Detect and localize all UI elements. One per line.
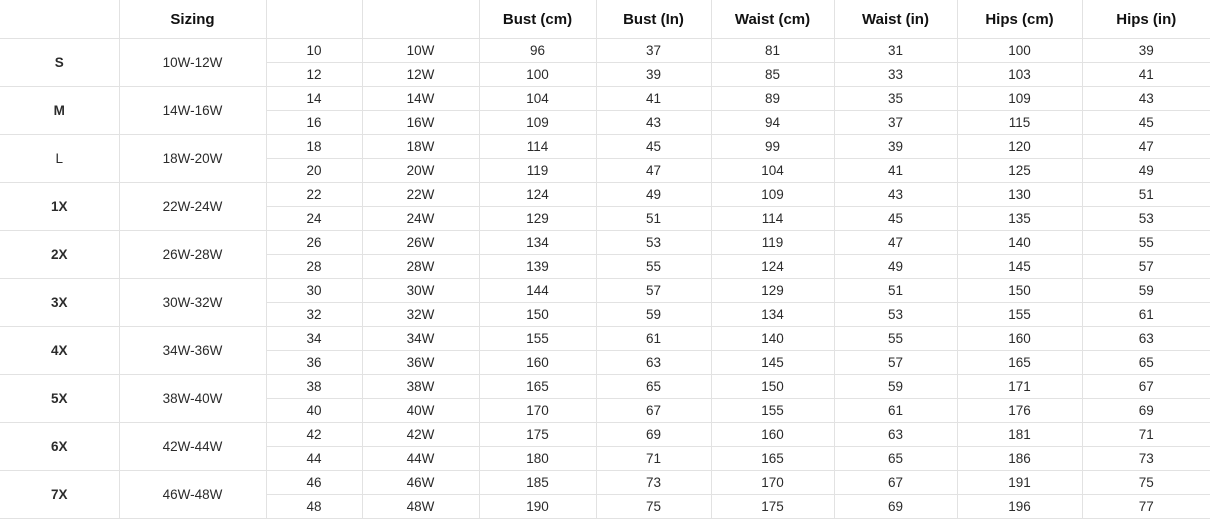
cell-w-size: 24W bbox=[362, 207, 479, 231]
cell-bust-in: 61 bbox=[596, 327, 711, 351]
cell-waist-cm: 134 bbox=[711, 303, 834, 327]
cell-bust-cm: 104 bbox=[479, 87, 596, 111]
header-cell-waist-cm: Waist (cm) bbox=[711, 0, 834, 39]
cell-waist-cm: 170 bbox=[711, 471, 834, 495]
cell-w-size: 22W bbox=[362, 183, 479, 207]
cell-waist-cm: 119 bbox=[711, 231, 834, 255]
header-cell-hips-cm: Hips (cm) bbox=[957, 0, 1082, 39]
cell-numeric-size: 28 bbox=[266, 255, 362, 279]
table-body bbox=[0, 39, 1210, 519]
table-row bbox=[0, 87, 1210, 111]
cell-hips-cm: 176 bbox=[957, 399, 1082, 423]
cell-bust-cm: 139 bbox=[479, 255, 596, 279]
cell-bust-in: 69 bbox=[596, 423, 711, 447]
cell-bust-cm: 180 bbox=[479, 447, 596, 471]
table-row bbox=[0, 183, 1210, 207]
cell-bust-in: 73 bbox=[596, 471, 711, 495]
header-row bbox=[0, 0, 1210, 39]
cell-size-alpha: M bbox=[0, 87, 119, 135]
cell-numeric-size: 46 bbox=[266, 471, 362, 495]
cell-hips-in: 69 bbox=[1082, 399, 1210, 423]
cell-size-alpha: 7X bbox=[0, 471, 119, 519]
cell-bust-in: 37 bbox=[596, 39, 711, 63]
cell-hips-cm: 191 bbox=[957, 471, 1082, 495]
cell-bust-cm: 170 bbox=[479, 399, 596, 423]
table-row bbox=[0, 327, 1210, 351]
cell-hips-in: 57 bbox=[1082, 255, 1210, 279]
cell-waist-in: 69 bbox=[834, 495, 957, 519]
table-row bbox=[0, 375, 1210, 399]
cell-bust-in: 49 bbox=[596, 183, 711, 207]
cell-bust-in: 75 bbox=[596, 495, 711, 519]
cell-hips-cm: 171 bbox=[957, 375, 1082, 399]
cell-numeric-size: 48 bbox=[266, 495, 362, 519]
header-cell-bust-in: Bust (In) bbox=[596, 0, 711, 39]
cell-numeric-size: 12 bbox=[266, 63, 362, 87]
cell-numeric-size: 24 bbox=[266, 207, 362, 231]
cell-waist-cm: 109 bbox=[711, 183, 834, 207]
cell-waist-cm: 81 bbox=[711, 39, 834, 63]
cell-hips-cm: 100 bbox=[957, 39, 1082, 63]
cell-numeric-size: 18 bbox=[266, 135, 362, 159]
cell-w-size: 40W bbox=[362, 399, 479, 423]
cell-waist-cm: 150 bbox=[711, 375, 834, 399]
cell-hips-cm: 135 bbox=[957, 207, 1082, 231]
cell-size-alpha: L bbox=[0, 135, 119, 183]
cell-size-w-range: 10W-12W bbox=[119, 39, 266, 87]
cell-size-alpha: 3X bbox=[0, 279, 119, 327]
cell-size-w-range: 38W-40W bbox=[119, 375, 266, 423]
cell-hips-cm: 109 bbox=[957, 87, 1082, 111]
cell-hips-cm: 181 bbox=[957, 423, 1082, 447]
header-cell-waist-in: Waist (in) bbox=[834, 0, 957, 39]
cell-w-size: 10W bbox=[362, 39, 479, 63]
cell-waist-in: 51 bbox=[834, 279, 957, 303]
cell-hips-cm: 196 bbox=[957, 495, 1082, 519]
cell-bust-cm: 96 bbox=[479, 39, 596, 63]
cell-w-size: 48W bbox=[362, 495, 479, 519]
cell-numeric-size: 26 bbox=[266, 231, 362, 255]
cell-bust-cm: 185 bbox=[479, 471, 596, 495]
cell-w-size: 12W bbox=[362, 63, 479, 87]
cell-bust-in: 47 bbox=[596, 159, 711, 183]
cell-hips-in: 39 bbox=[1082, 39, 1210, 63]
cell-waist-in: 61 bbox=[834, 399, 957, 423]
cell-size-w-range: 46W-48W bbox=[119, 471, 266, 519]
cell-numeric-size: 14 bbox=[266, 87, 362, 111]
cell-waist-cm: 104 bbox=[711, 159, 834, 183]
cell-waist-in: 49 bbox=[834, 255, 957, 279]
cell-waist-in: 33 bbox=[834, 63, 957, 87]
cell-hips-cm: 165 bbox=[957, 351, 1082, 375]
cell-hips-cm: 186 bbox=[957, 447, 1082, 471]
cell-waist-in: 47 bbox=[834, 231, 957, 255]
cell-waist-cm: 114 bbox=[711, 207, 834, 231]
cell-waist-in: 45 bbox=[834, 207, 957, 231]
cell-size-alpha: 1X bbox=[0, 183, 119, 231]
cell-bust-cm: 175 bbox=[479, 423, 596, 447]
cell-w-size: 38W bbox=[362, 375, 479, 399]
cell-numeric-size: 38 bbox=[266, 375, 362, 399]
cell-bust-in: 55 bbox=[596, 255, 711, 279]
cell-waist-cm: 94 bbox=[711, 111, 834, 135]
cell-hips-in: 51 bbox=[1082, 183, 1210, 207]
header-cell-blank-3 bbox=[362, 0, 479, 39]
cell-hips-in: 75 bbox=[1082, 471, 1210, 495]
table-row bbox=[0, 39, 1210, 63]
cell-waist-cm: 155 bbox=[711, 399, 834, 423]
cell-size-w-range: 26W-28W bbox=[119, 231, 266, 279]
cell-w-size: 18W bbox=[362, 135, 479, 159]
cell-bust-cm: 150 bbox=[479, 303, 596, 327]
header-cell-blank-2 bbox=[266, 0, 362, 39]
cell-waist-cm: 85 bbox=[711, 63, 834, 87]
cell-hips-in: 55 bbox=[1082, 231, 1210, 255]
cell-size-w-range: 14W-16W bbox=[119, 87, 266, 135]
cell-waist-in: 39 bbox=[834, 135, 957, 159]
cell-bust-cm: 190 bbox=[479, 495, 596, 519]
cell-bust-in: 71 bbox=[596, 447, 711, 471]
cell-waist-in: 53 bbox=[834, 303, 957, 327]
cell-bust-cm: 119 bbox=[479, 159, 596, 183]
cell-hips-in: 65 bbox=[1082, 351, 1210, 375]
cell-hips-in: 43 bbox=[1082, 87, 1210, 111]
cell-bust-in: 41 bbox=[596, 87, 711, 111]
cell-waist-cm: 129 bbox=[711, 279, 834, 303]
cell-size-w-range: 18W-20W bbox=[119, 135, 266, 183]
cell-hips-cm: 150 bbox=[957, 279, 1082, 303]
cell-waist-in: 55 bbox=[834, 327, 957, 351]
cell-size-alpha: 5X bbox=[0, 375, 119, 423]
cell-w-size: 14W bbox=[362, 87, 479, 111]
cell-waist-in: 35 bbox=[834, 87, 957, 111]
cell-bust-in: 51 bbox=[596, 207, 711, 231]
cell-bust-in: 45 bbox=[596, 135, 711, 159]
cell-waist-cm: 99 bbox=[711, 135, 834, 159]
cell-numeric-size: 32 bbox=[266, 303, 362, 327]
cell-hips-cm: 125 bbox=[957, 159, 1082, 183]
cell-w-size: 20W bbox=[362, 159, 479, 183]
cell-numeric-size: 34 bbox=[266, 327, 362, 351]
cell-size-w-range: 30W-32W bbox=[119, 279, 266, 327]
cell-hips-in: 67 bbox=[1082, 375, 1210, 399]
cell-numeric-size: 36 bbox=[266, 351, 362, 375]
cell-numeric-size: 30 bbox=[266, 279, 362, 303]
cell-waist-cm: 89 bbox=[711, 87, 834, 111]
cell-w-size: 44W bbox=[362, 447, 479, 471]
cell-hips-in: 63 bbox=[1082, 327, 1210, 351]
cell-waist-cm: 124 bbox=[711, 255, 834, 279]
cell-waist-in: 67 bbox=[834, 471, 957, 495]
cell-hips-cm: 115 bbox=[957, 111, 1082, 135]
cell-hips-in: 61 bbox=[1082, 303, 1210, 327]
cell-w-size: 42W bbox=[362, 423, 479, 447]
cell-numeric-size: 44 bbox=[266, 447, 362, 471]
header-cell-blank-1 bbox=[0, 0, 119, 39]
cell-numeric-size: 40 bbox=[266, 399, 362, 423]
cell-bust-cm: 160 bbox=[479, 351, 596, 375]
cell-bust-in: 63 bbox=[596, 351, 711, 375]
cell-hips-in: 47 bbox=[1082, 135, 1210, 159]
cell-waist-in: 65 bbox=[834, 447, 957, 471]
cell-w-size: 34W bbox=[362, 327, 479, 351]
cell-waist-in: 31 bbox=[834, 39, 957, 63]
cell-hips-in: 59 bbox=[1082, 279, 1210, 303]
table-row bbox=[0, 471, 1210, 495]
cell-size-w-range: 22W-24W bbox=[119, 183, 266, 231]
cell-hips-cm: 155 bbox=[957, 303, 1082, 327]
cell-size-alpha: 6X bbox=[0, 423, 119, 471]
cell-waist-in: 63 bbox=[834, 423, 957, 447]
header-cell-bust-cm: Bust (cm) bbox=[479, 0, 596, 39]
cell-bust-in: 67 bbox=[596, 399, 711, 423]
cell-size-alpha: S bbox=[0, 39, 119, 87]
cell-waist-cm: 140 bbox=[711, 327, 834, 351]
cell-waist-in: 43 bbox=[834, 183, 957, 207]
cell-bust-in: 53 bbox=[596, 231, 711, 255]
cell-size-w-range: 42W-44W bbox=[119, 423, 266, 471]
cell-w-size: 30W bbox=[362, 279, 479, 303]
cell-numeric-size: 16 bbox=[266, 111, 362, 135]
cell-bust-cm: 129 bbox=[479, 207, 596, 231]
cell-hips-in: 53 bbox=[1082, 207, 1210, 231]
cell-bust-cm: 100 bbox=[479, 63, 596, 87]
cell-hips-in: 41 bbox=[1082, 63, 1210, 87]
cell-hips-cm: 140 bbox=[957, 231, 1082, 255]
header-cell-sizing: Sizing bbox=[119, 0, 266, 39]
cell-w-size: 46W bbox=[362, 471, 479, 495]
cell-hips-cm: 145 bbox=[957, 255, 1082, 279]
cell-w-size: 36W bbox=[362, 351, 479, 375]
cell-hips-in: 71 bbox=[1082, 423, 1210, 447]
cell-bust-cm: 165 bbox=[479, 375, 596, 399]
cell-size-alpha: 4X bbox=[0, 327, 119, 375]
cell-numeric-size: 42 bbox=[266, 423, 362, 447]
cell-hips-cm: 160 bbox=[957, 327, 1082, 351]
cell-hips-cm: 120 bbox=[957, 135, 1082, 159]
table-row bbox=[0, 423, 1210, 447]
table-header bbox=[0, 0, 1210, 39]
table-row bbox=[0, 135, 1210, 159]
cell-waist-cm: 145 bbox=[711, 351, 834, 375]
cell-waist-in: 41 bbox=[834, 159, 957, 183]
cell-bust-in: 59 bbox=[596, 303, 711, 327]
cell-bust-in: 43 bbox=[596, 111, 711, 135]
cell-hips-in: 49 bbox=[1082, 159, 1210, 183]
cell-waist-cm: 160 bbox=[711, 423, 834, 447]
cell-numeric-size: 20 bbox=[266, 159, 362, 183]
cell-bust-cm: 155 bbox=[479, 327, 596, 351]
cell-hips-in: 73 bbox=[1082, 447, 1210, 471]
cell-waist-cm: 175 bbox=[711, 495, 834, 519]
cell-waist-in: 59 bbox=[834, 375, 957, 399]
cell-waist-in: 37 bbox=[834, 111, 957, 135]
cell-bust-cm: 144 bbox=[479, 279, 596, 303]
cell-size-w-range: 34W-36W bbox=[119, 327, 266, 375]
cell-w-size: 28W bbox=[362, 255, 479, 279]
cell-size-alpha: 2X bbox=[0, 231, 119, 279]
cell-bust-in: 65 bbox=[596, 375, 711, 399]
cell-hips-cm: 130 bbox=[957, 183, 1082, 207]
cell-waist-cm: 165 bbox=[711, 447, 834, 471]
table-row bbox=[0, 279, 1210, 303]
cell-hips-in: 77 bbox=[1082, 495, 1210, 519]
cell-bust-cm: 134 bbox=[479, 231, 596, 255]
table-row bbox=[0, 231, 1210, 255]
cell-hips-in: 45 bbox=[1082, 111, 1210, 135]
cell-hips-cm: 103 bbox=[957, 63, 1082, 87]
cell-w-size: 32W bbox=[362, 303, 479, 327]
cell-w-size: 26W bbox=[362, 231, 479, 255]
cell-bust-in: 39 bbox=[596, 63, 711, 87]
cell-bust-cm: 109 bbox=[479, 111, 596, 135]
cell-w-size: 16W bbox=[362, 111, 479, 135]
cell-numeric-size: 10 bbox=[266, 39, 362, 63]
cell-bust-in: 57 bbox=[596, 279, 711, 303]
header-cell-hips-in: Hips (in) bbox=[1082, 0, 1210, 39]
cell-waist-in: 57 bbox=[834, 351, 957, 375]
cell-bust-cm: 114 bbox=[479, 135, 596, 159]
cell-numeric-size: 22 bbox=[266, 183, 362, 207]
cell-bust-cm: 124 bbox=[479, 183, 596, 207]
